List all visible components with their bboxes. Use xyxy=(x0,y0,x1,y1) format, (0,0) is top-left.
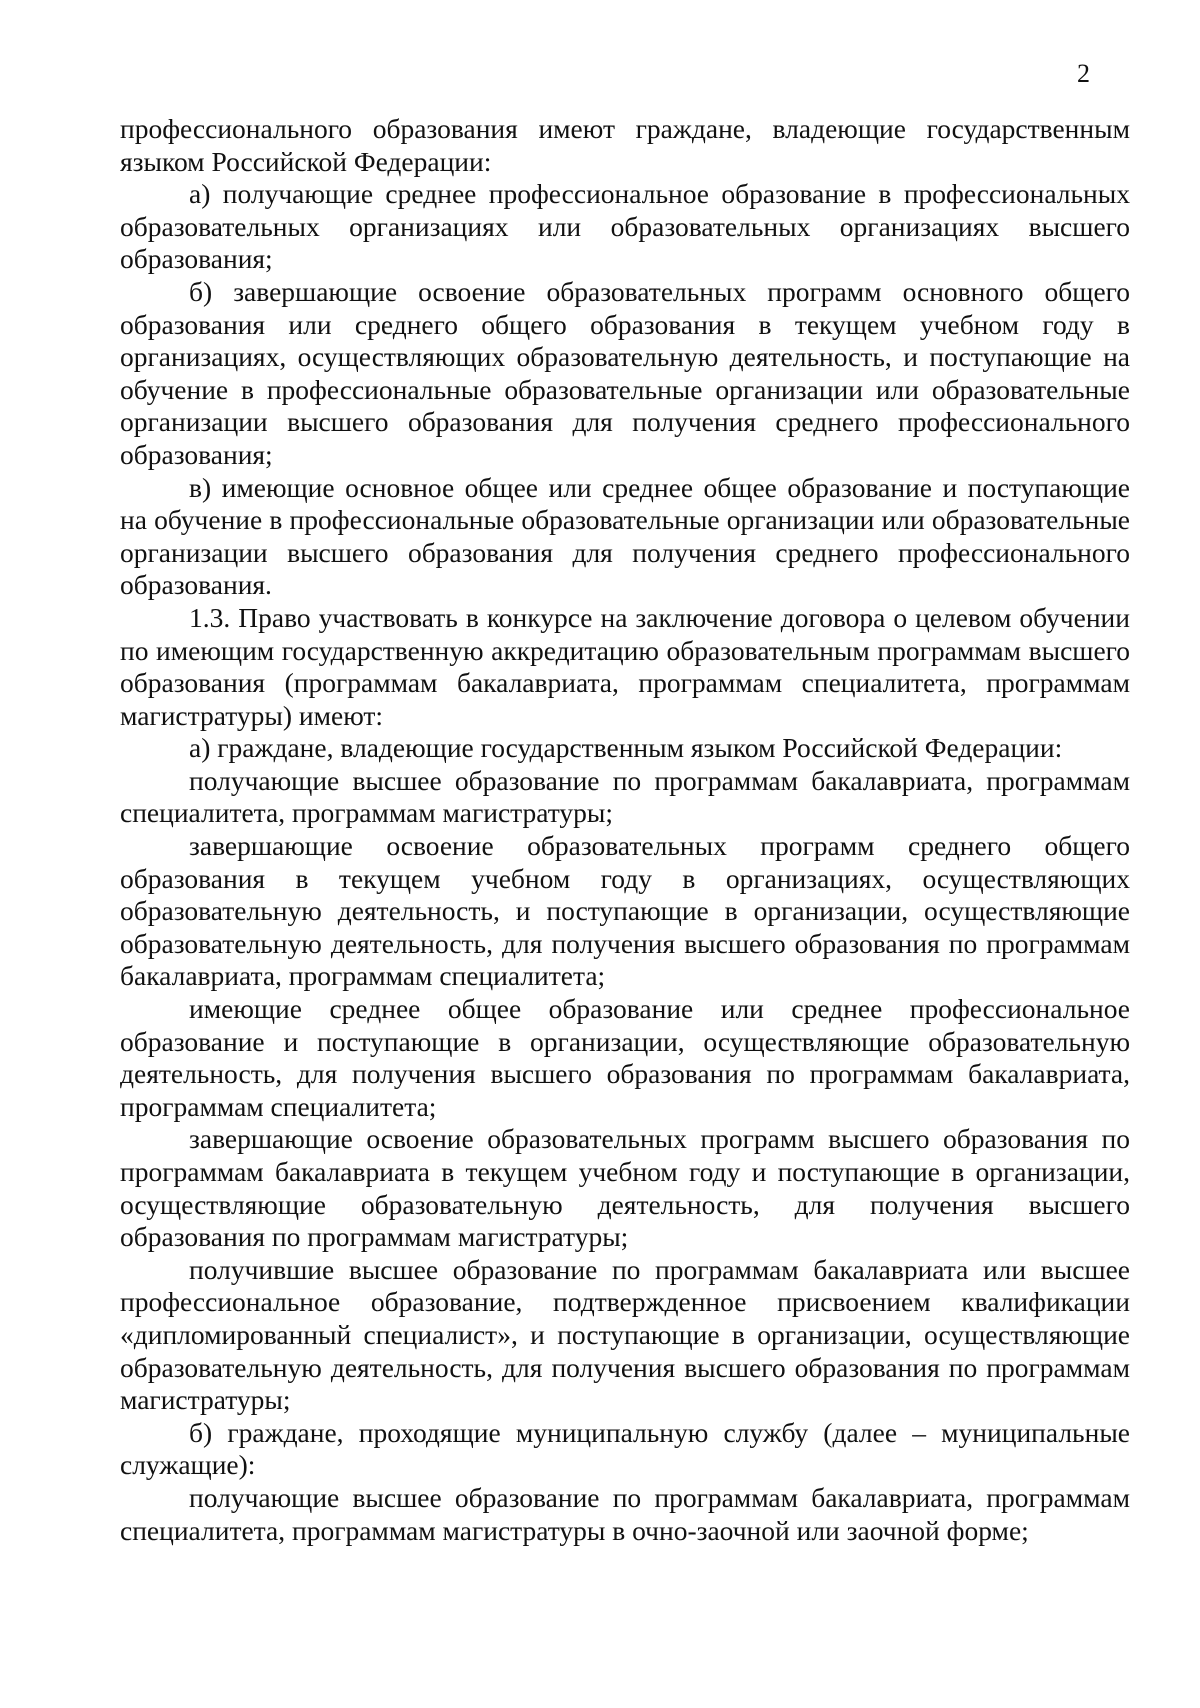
paragraph-4: в) имеющие основное общее или среднее общее образование и поступающие на обучение в профессиональные образовательные организации или образовательные организации высшего образования для получения среднего профессионального образования. xyxy=(120,471,1130,601)
paragraph-2: а) получающие среднее профессиональное образование в профессиональных образовательных организациях или образовательных организациях высшего образования; xyxy=(120,178,1130,275)
paragraph-1: профессионального образования имеют граждане, владеющие государственным языком Российской Федерации: xyxy=(120,113,1130,177)
document-body xyxy=(120,113,1130,1547)
paragraph-8: завершающие освоение образовательных программ среднего общего образования в текущем учебном году в организациях, осуществляющих образовательную деятельность, и поступающие в организации, осуществляющие образовательную деятельность, для получения высшего образования по программам бакалавриата, программам специалитета; xyxy=(120,830,1130,992)
paragraph-6: а) граждане, владеющие государственным языком Российской Федерации: xyxy=(189,732,1063,764)
paragraph-10: завершающие освоение образовательных программ высшего образования по программам бакалавриата в текущем учебном году и поступающие в организации, осуществляющие образовательную деятельность, для получения высшего образования по программам магистратуры; xyxy=(120,1123,1130,1253)
paragraph-7: получающие высшее образование по программам бакалавриата, программам специалитета, программам магистратуры; xyxy=(120,764,1130,829)
paragraph-13: получающие высшее образование по программам бакалавриата, программам специалитета, программам магистратуры в очно-заочной или заочной форме; xyxy=(120,1481,1130,1546)
paragraph-3: б) завершающие освоение образовательных программ основного общего образования или среднего общего образования в текущем учебном году в организациях, осуществляющих образовательную деятельность, и поступающие на обучение в профессиональные образовательные организации или образовательные организации высшего образования для получения среднего профессионального образования; xyxy=(120,275,1130,470)
page-number: 2 xyxy=(1077,59,1090,88)
paragraph-9: имеющие среднее общее образование или среднее профессиональное образование и поступающие в организации, осуществляющие образовательную деятельность, для получения высшего образования по программам бакалавриата, программам специалитета; xyxy=(120,993,1130,1122)
paragraph-11: получившие высшее образование по программам бакалавриата или высшее профессиональное образование, подтвержденное присвоением квалификации «дипломированный специалист», и поступающие в организации, осуществляющие образовательную деятельность, для получения высшего образования по программам магистратуры; xyxy=(120,1253,1130,1416)
paragraph-12: б) граждане, проходящие муниципальную службу (далее – муниципальные служащие): xyxy=(120,1416,1130,1481)
paragraph-5: 1.3. Право участвовать в конкурсе на заключение договора о целевом обучении по имеющим государственную аккредитацию образовательным программам высшего образования (программам бакалавриата, программам специалитета, программам магистратуры) имеют: xyxy=(120,601,1130,731)
